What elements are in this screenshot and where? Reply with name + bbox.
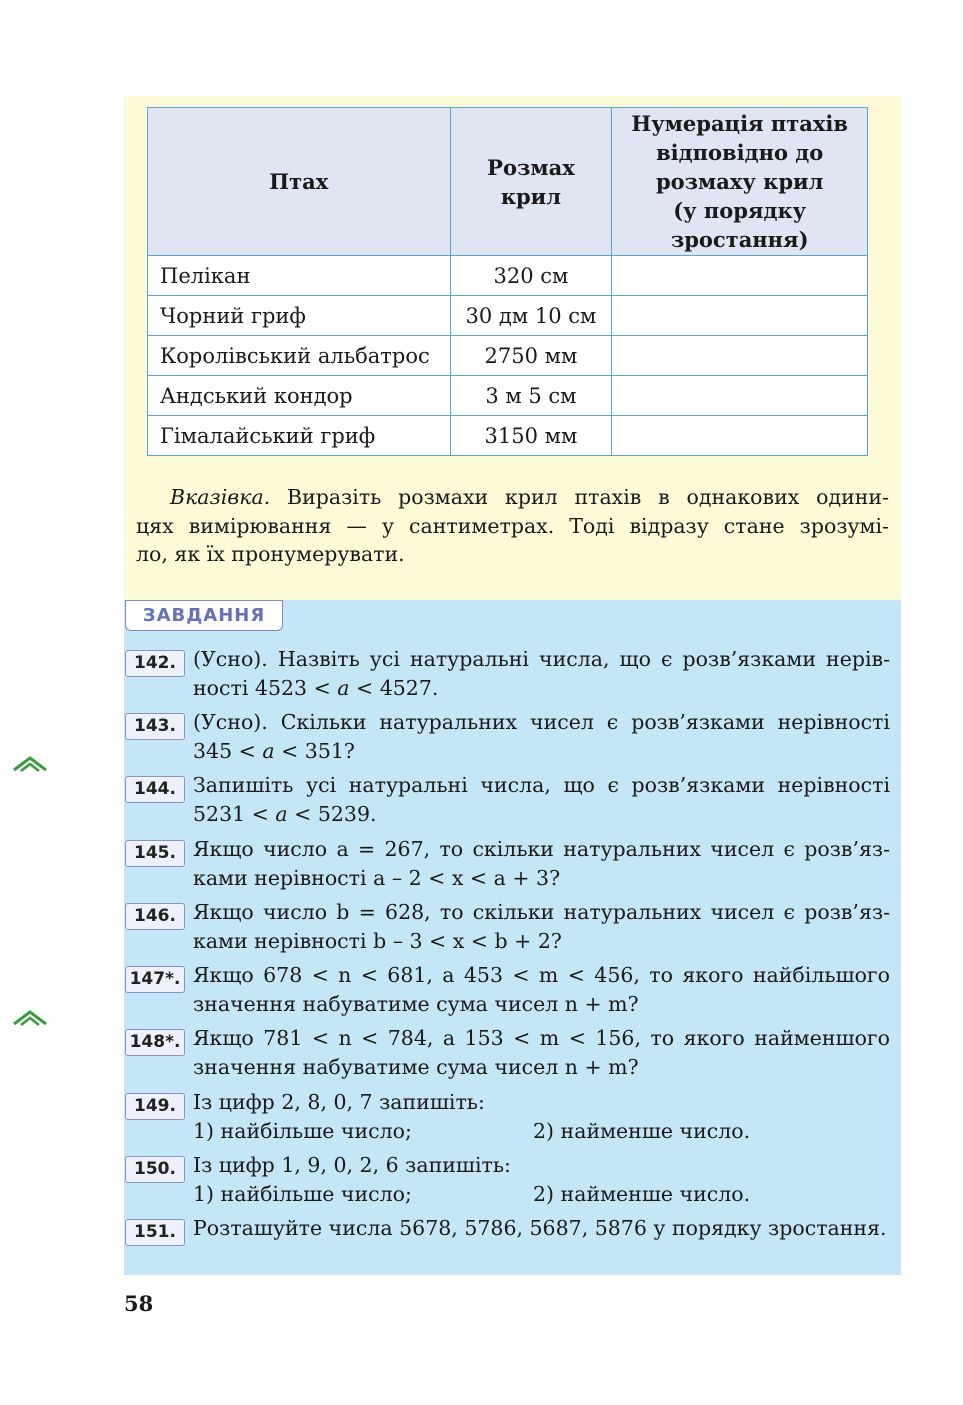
bird-name: Андський кондор [148,376,451,416]
wingspan: 320 см [450,256,612,296]
task-number: 143. [125,713,185,740]
task-number: 142. [125,650,185,677]
header-order: Нумерація птахів відповідно до розмаху крил (у порядку зростання) [612,108,868,256]
task-number: 149. [125,1093,185,1120]
task-text: Якщо число a = 267, то скільки натуральних чисел є розв’яз- ками нерівності a – 2 < x < a + 3? [193,837,890,890]
task-number: 148*. [125,1029,185,1056]
hint-paragraph [136,483,889,569]
order-cell [612,256,868,296]
home-task-icon [12,1010,48,1026]
task-text: Якщо 678 < n < 681, а 453 < m < 456, то якого найбільшого значення набуватиме сума чисел n + m? [193,963,890,1016]
hint-line-3: ло, як їх пронумерувати. [136,542,405,566]
task-number: 144. [125,776,185,803]
task-text: Якщо число b = 628, то скільки натуральних чисел є розв’яз- ками нерівності b – 3 < x < b + 2? [193,900,890,953]
wingspan: 2750 мм [450,336,612,376]
task-text: (Усно). Назвіть усі натуральні числа, що є розв’язками нерів- ності 4523 < a < 4527. [193,647,890,700]
task-text: Із цифр 1, 9, 0, 2, 6 запишіть: 1) найбільше число; 2) найменше число. [193,1153,751,1206]
table-row [148,336,868,376]
hint-line-2: цях вимірювання — у сантиметрах. Тоді відразу стане зрозумі- [136,513,889,538]
page-number: 58 [124,1291,154,1316]
table-row [148,376,868,416]
order-cell [612,336,868,376]
task-number: 147*. [125,966,185,993]
task-text: (Усно). Скільки натуральних чисел є розв’язками нерівності 345 < a < 351? [193,710,890,763]
task-number: 146. [125,903,185,930]
table-header-row [148,108,868,256]
wingspan: 3150 мм [450,416,612,456]
tasks-header: ЗАВДАННЯ [125,600,283,631]
task-number: 151. [125,1219,185,1246]
table-row [148,256,868,296]
bird-name: Чорний гриф [148,296,451,336]
hint-line-1: Вказівка. Виразіть розмахи крил птахів в однакових одини- [170,485,889,509]
header-wingspan: Розмах крил [450,108,612,256]
task-text: Із цифр 2, 8, 0, 7 запишіть: 1) найбільше число; 2) найменше число. [193,1090,751,1143]
hint-label: Вказівка. [170,485,271,509]
task-number: 150. [125,1156,185,1183]
home-task-icon [12,756,48,772]
task-text: Розташуйте числа 5678, 5786, 5687, 5876 у порядку зростання. [193,1216,887,1240]
task-text: Запишіть усі натуральні числа, що є розв’язками нерівності 5231 < a < 5239. [193,773,890,826]
task-text: Якщо 781 < n < 784, а 153 < m < 156, то якого найменшого значення набуватиме сума чисел n + m? [193,1026,890,1079]
bird-name: Гімалайський гриф [148,416,451,456]
order-cell [612,376,868,416]
wingspan: 30 дм 10 см [450,296,612,336]
task-number: 145. [125,840,185,867]
wingspan: 3 м 5 см [450,376,612,416]
table-row [148,416,868,456]
order-cell [612,296,868,336]
bird-name: Королівський альбатрос [148,336,451,376]
bird-name: Пелікан [148,256,451,296]
bird-wingspan-table [147,107,868,456]
header-bird: Птах [148,108,451,256]
order-cell [612,416,868,456]
table-row [148,296,868,336]
